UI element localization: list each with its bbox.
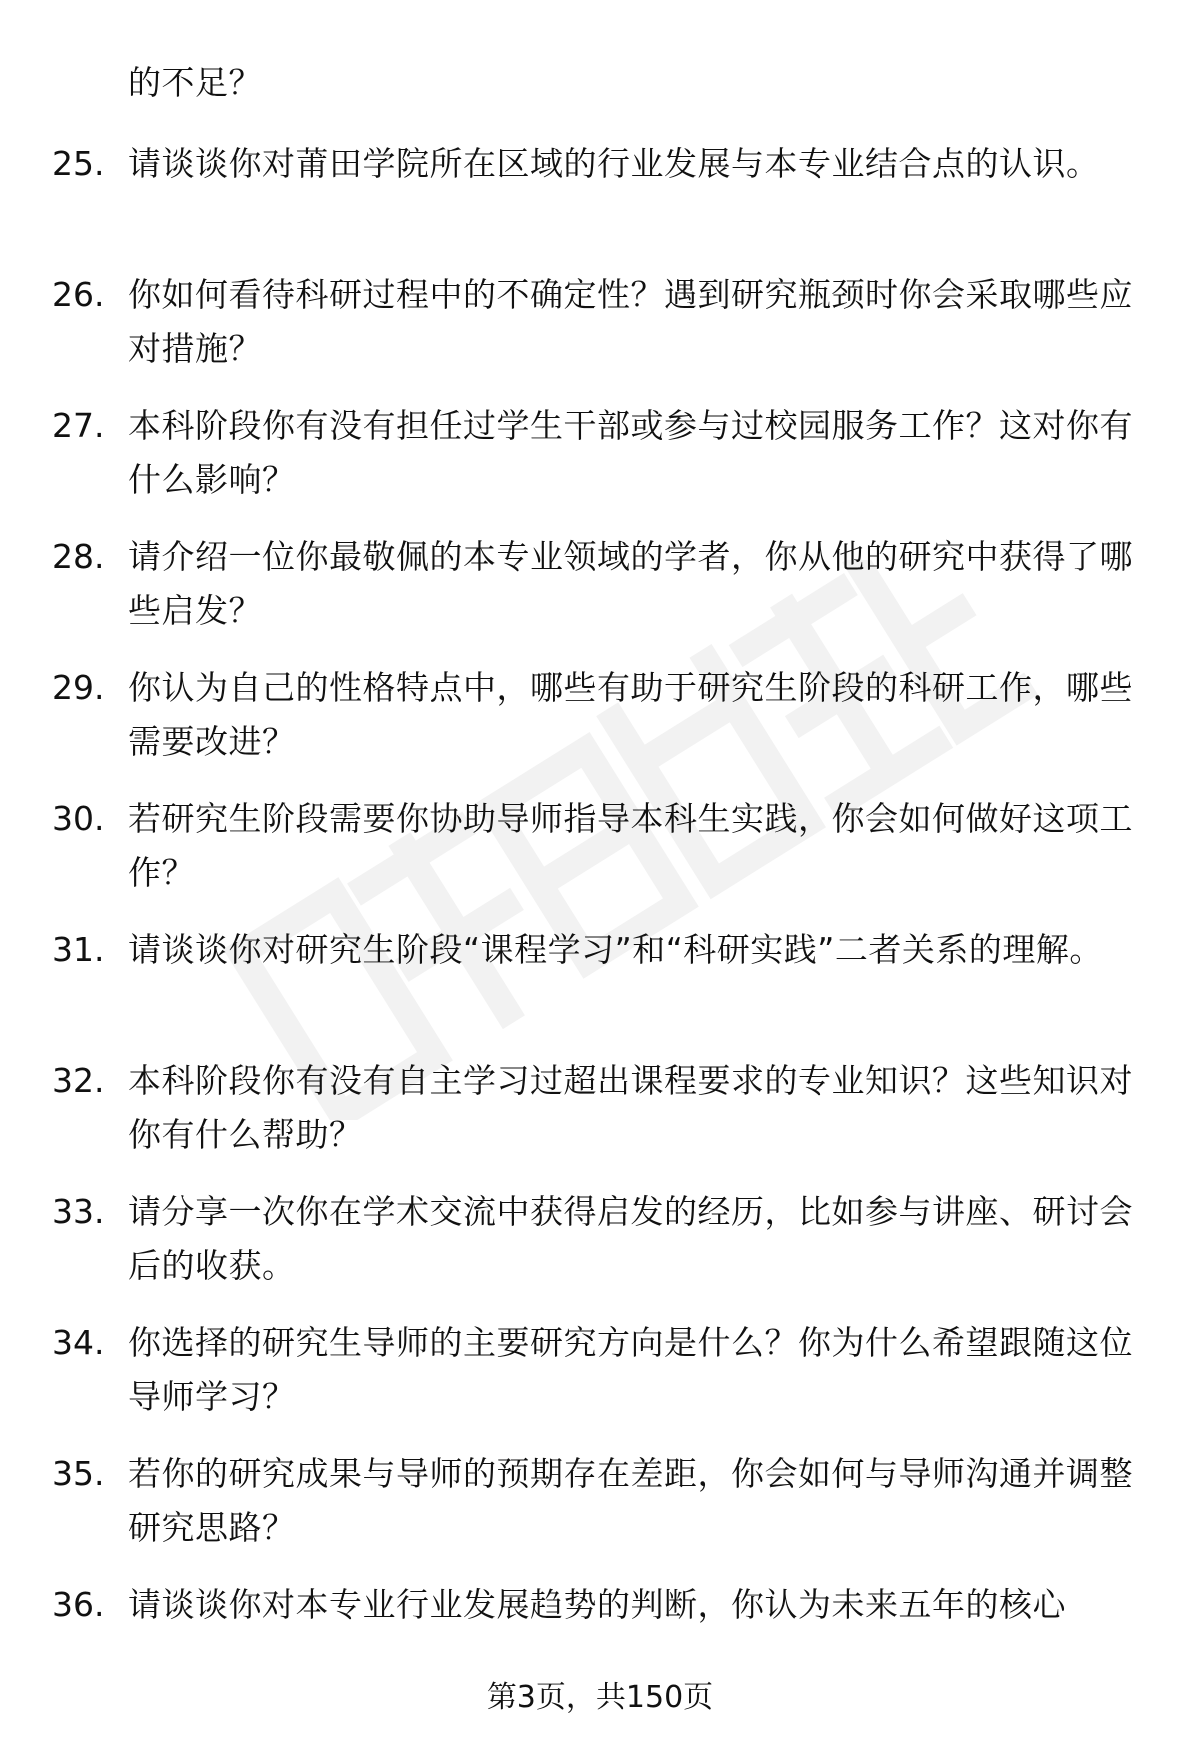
question-number: 33. bbox=[52, 1192, 105, 1231]
question-item bbox=[0, 1578, 1200, 1662]
question-number: 36. bbox=[52, 1585, 105, 1624]
question-text: 请谈谈你对莆田学院所在区域的行业发展与本专业结合点的认识。 bbox=[128, 144, 1100, 183]
question-text: 若你的研究成果与导师的预期存在差距，你会如何与导师沟通并调整研究思路？ bbox=[128, 1454, 1133, 1547]
question-number: 34. bbox=[52, 1323, 105, 1362]
question-text: 请谈谈你对本专业行业发展趋势的判断，你认为未来五年的核心 bbox=[128, 1585, 1066, 1624]
question-item bbox=[0, 268, 1200, 368]
question-text: 请分享一次你在学术交流中获得启发的经历，比如参与讲座、研讨会后的收获。 bbox=[128, 1192, 1133, 1285]
question-item bbox=[0, 137, 1200, 221]
question-item bbox=[0, 792, 1200, 892]
question-number: 32. bbox=[52, 1061, 105, 1100]
question-number: 31. bbox=[52, 930, 105, 969]
question-text: 若研究生阶段需要你协助导师指导本科生实践，你会如何做好这项工作？ bbox=[128, 799, 1133, 892]
question-number: 30. bbox=[52, 799, 105, 838]
question-number: 26. bbox=[52, 275, 105, 314]
question-number: 35. bbox=[52, 1454, 105, 1493]
question-list bbox=[0, 137, 1200, 1709]
question-item bbox=[0, 1185, 1200, 1285]
page-footer: 第3页，共150页 bbox=[486, 1680, 714, 1715]
question-text: 本科阶段你有没有担任过学生干部或参与过校园服务工作？这对你有什么影响？ bbox=[128, 406, 1133, 499]
question-text: 你选择的研究生导师的主要研究方向是什么？你为什么希望跟随这位导师学习？ bbox=[128, 1323, 1133, 1416]
question-item bbox=[0, 399, 1200, 499]
continued-question-text: 的不足？ bbox=[128, 63, 262, 102]
question-item bbox=[0, 1054, 1200, 1154]
question-text: 你认为自己的性格特点中，哪些有助于研究生阶段的科研工作，哪些需要改进？ bbox=[128, 668, 1133, 761]
question-number: 28. bbox=[52, 537, 105, 576]
question-text: 本科阶段你有没有自主学习过超出课程要求的专业知识？这些知识对你有什么帮助？ bbox=[128, 1061, 1133, 1154]
question-text: 你如何看待科研过程中的不确定性？遇到研究瓶颈时你会采取哪些应对措施？ bbox=[128, 275, 1133, 368]
question-number: 27. bbox=[52, 406, 105, 445]
question-text: 请谈谈你对研究生阶段“课程学习”和“科研实践”二者关系的理解。 bbox=[128, 930, 1103, 969]
question-item bbox=[0, 1316, 1200, 1416]
question-item bbox=[0, 530, 1200, 630]
question-item bbox=[0, 923, 1200, 1007]
question-item bbox=[0, 1447, 1200, 1547]
question-number: 29. bbox=[52, 668, 105, 707]
question-item bbox=[0, 661, 1200, 761]
question-number: 25. bbox=[52, 144, 105, 183]
question-text: 请介绍一位你最敬佩的本专业领域的学者，你从他的研究中获得了哪些启发？ bbox=[128, 537, 1133, 630]
